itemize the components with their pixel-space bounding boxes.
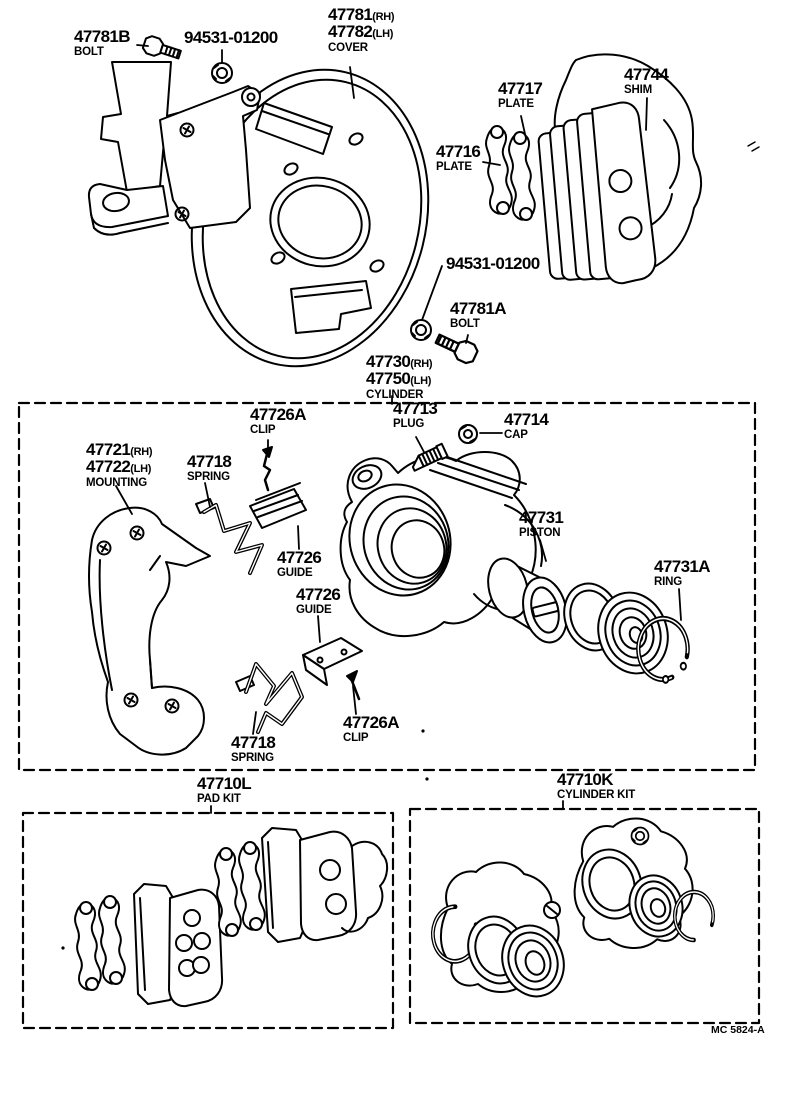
- label-47726a-bottom: [343, 713, 399, 744]
- knuckle-strut: [89, 62, 260, 235]
- lower-clip: [347, 671, 359, 699]
- part-number: 47710K: [557, 770, 613, 789]
- part-number: 47716: [436, 142, 481, 161]
- part-number: 47726A: [250, 405, 306, 424]
- bleeder-cap: [459, 425, 477, 443]
- part-number: 47782(LH): [328, 21, 394, 41]
- part-number: 47726A: [343, 713, 399, 732]
- bolt-47781a: [433, 330, 479, 366]
- bolt-47781b: [142, 35, 183, 64]
- upper-clip: [263, 447, 272, 490]
- pad-set-b: [215, 828, 387, 942]
- part-number: 47731: [519, 508, 564, 527]
- part-name: CLIP: [343, 731, 369, 744]
- part-number: 47721(RH): [86, 440, 153, 459]
- part-name: GUIDE: [296, 603, 332, 616]
- part-name: PLATE: [498, 97, 534, 110]
- label-47726a-top: [250, 405, 306, 436]
- part-number: 47781(RH): [328, 5, 395, 24]
- label-47726-bottom: [296, 585, 341, 616]
- label-47781b: [74, 27, 130, 58]
- part-number: 47726: [277, 548, 322, 567]
- part-name: GUIDE: [277, 566, 313, 579]
- part-number: 47713: [393, 399, 438, 418]
- cylinder-kit-left: [426, 862, 574, 1005]
- label-47730-47750: [366, 352, 433, 401]
- part-name: MOUNTING: [86, 477, 148, 489]
- lower-spring: [236, 664, 302, 732]
- label-47781a: [450, 299, 506, 330]
- part-name: SPRING: [187, 470, 230, 483]
- label-47710k: [557, 770, 636, 801]
- nut-94531-top: [212, 63, 232, 83]
- part-name: PLATE: [436, 160, 472, 173]
- part-name: BOLT: [74, 45, 104, 58]
- part-number: 47710L: [197, 774, 252, 793]
- part-name: CLIP: [250, 423, 276, 436]
- part-number: 47718: [187, 452, 232, 471]
- label-47717: [498, 79, 543, 110]
- part-name: CYLINDER: [366, 389, 424, 401]
- label-47718-bottom: [231, 733, 276, 764]
- part-number: 47730(RH): [366, 352, 433, 371]
- pad-set-a: [75, 884, 222, 1006]
- doc-code: MC 5824-A: [711, 1024, 765, 1036]
- nut-94531-mid: [411, 320, 431, 340]
- part-name: SHIM: [624, 83, 652, 96]
- part-number: 47781A: [450, 299, 506, 318]
- part-number: 47714: [504, 410, 549, 429]
- part-name: BOLT: [450, 317, 480, 330]
- part-number: 47744: [624, 65, 669, 84]
- part-name: CYLINDER KIT: [557, 788, 636, 801]
- label-47714: [504, 410, 549, 441]
- part-number: 47717: [498, 79, 543, 98]
- label-47781-47782: [328, 5, 395, 54]
- label-47726-top: [277, 548, 322, 579]
- part-name: SPRING: [231, 751, 274, 764]
- mounting-bracket: [89, 508, 210, 755]
- label-47718-top: [187, 452, 232, 483]
- label-47731a: [654, 557, 710, 588]
- label-94531-mid: [446, 254, 540, 273]
- part-number: 94531-01200: [446, 254, 540, 273]
- cylinder-kit-right: [572, 815, 721, 951]
- part-number: 47731A: [654, 557, 710, 576]
- label-47744: [624, 65, 669, 96]
- part-number: 94531-01200: [184, 28, 278, 47]
- part-name: CAP: [504, 428, 528, 441]
- upper-guide: [250, 483, 306, 528]
- pad-stack: [536, 101, 657, 290]
- label-94531-top: [184, 28, 278, 47]
- label-47716: [436, 142, 481, 173]
- part-number: 47722(LH): [86, 456, 152, 476]
- part-name: PISTON: [519, 526, 561, 539]
- part-number: 47726: [296, 585, 341, 604]
- label-47721-47722: [86, 440, 153, 489]
- anti-squeal-plates: [486, 126, 535, 220]
- part-number: 47750(LH): [366, 368, 432, 388]
- label-47731: [519, 508, 564, 539]
- part-name: PAD KIT: [197, 792, 241, 805]
- part-number: 47781B: [74, 27, 130, 46]
- part-name: RING: [654, 575, 682, 588]
- label-47710l: [197, 774, 252, 805]
- part-name: PLUG: [393, 417, 425, 430]
- label-47713: [393, 399, 438, 430]
- part-name: COVER: [328, 42, 368, 54]
- part-number: 47718: [231, 733, 276, 752]
